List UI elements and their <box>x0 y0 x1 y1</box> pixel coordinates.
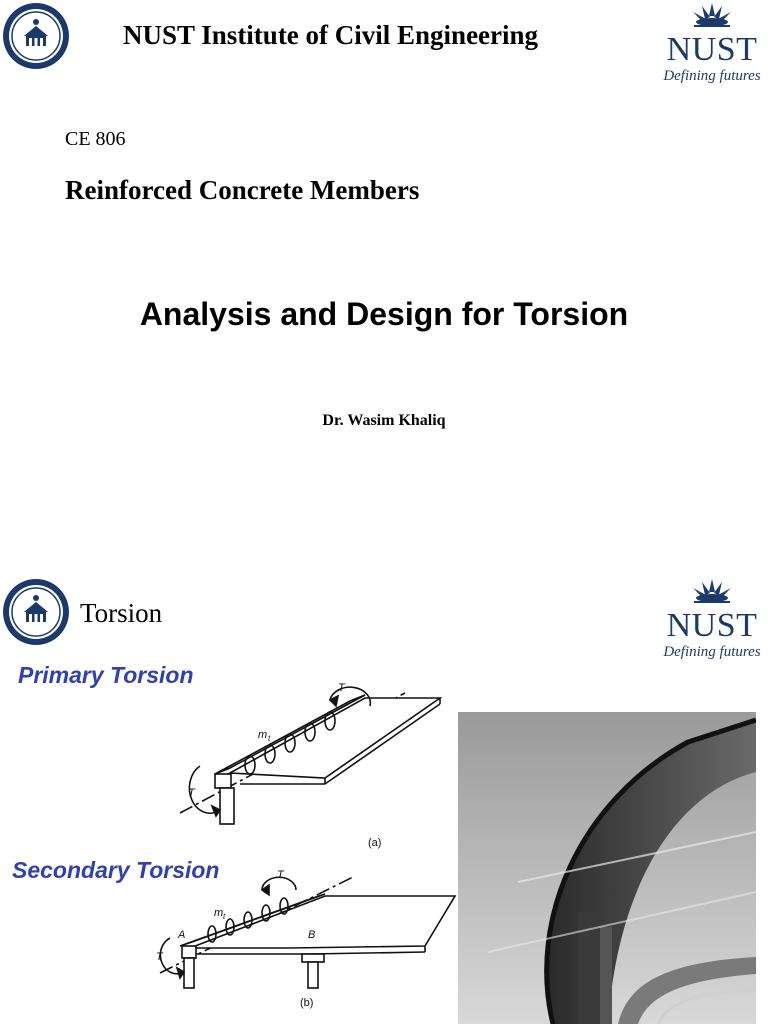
nust-tagline: Defining futures <box>663 68 761 84</box>
torque-label-a-top: T <box>338 682 345 694</box>
curved-overpass-photo <box>458 712 756 1024</box>
secondary-torsion-diagram <box>150 868 460 1020</box>
nust-logo-text: NUST <box>666 31 758 68</box>
primary-torsion-diagram <box>170 678 455 858</box>
secondary-torsion-label: Secondary Torsion <box>12 857 220 883</box>
moment-sub-a: t <box>268 734 271 743</box>
university-seal-icon <box>2 2 70 75</box>
nust-tagline: Defining futures <box>663 644 761 660</box>
nust-emblem-icon <box>682 578 742 604</box>
course-name: Reinforced Concrete Members <box>65 175 420 205</box>
course-code: CE 806 <box>65 128 126 150</box>
nust-logo-text: NUST <box>666 607 758 644</box>
torque-label-a: T <box>188 787 195 799</box>
torsion-slide <box>0 570 768 1024</box>
nust-logo <box>656 2 768 84</box>
caption-a: (a) <box>368 837 382 849</box>
moment-sub-b: t <box>223 912 226 921</box>
caption-b: (b) <box>300 997 314 1009</box>
author-name: Dr. Wasim Khaliq <box>322 412 446 429</box>
nust-emblem-icon <box>682 2 742 28</box>
slide-title: Torsion <box>80 598 163 628</box>
nust-logo <box>656 578 768 660</box>
point-a-label: A <box>178 929 186 941</box>
point-b-label: B <box>308 929 316 941</box>
torque-label-b: T <box>156 951 163 963</box>
moment-label-b: m <box>214 907 224 919</box>
header-title: NUST Institute of Civil Engineering <box>123 20 539 50</box>
main-title: Analysis and Design for Torsion <box>139 296 629 332</box>
moment-label-a: m <box>258 729 268 741</box>
primary-torsion-label: Primary Torsion <box>18 662 194 688</box>
torque-label-b-top: T <box>277 869 284 881</box>
university-seal-icon <box>2 578 70 651</box>
